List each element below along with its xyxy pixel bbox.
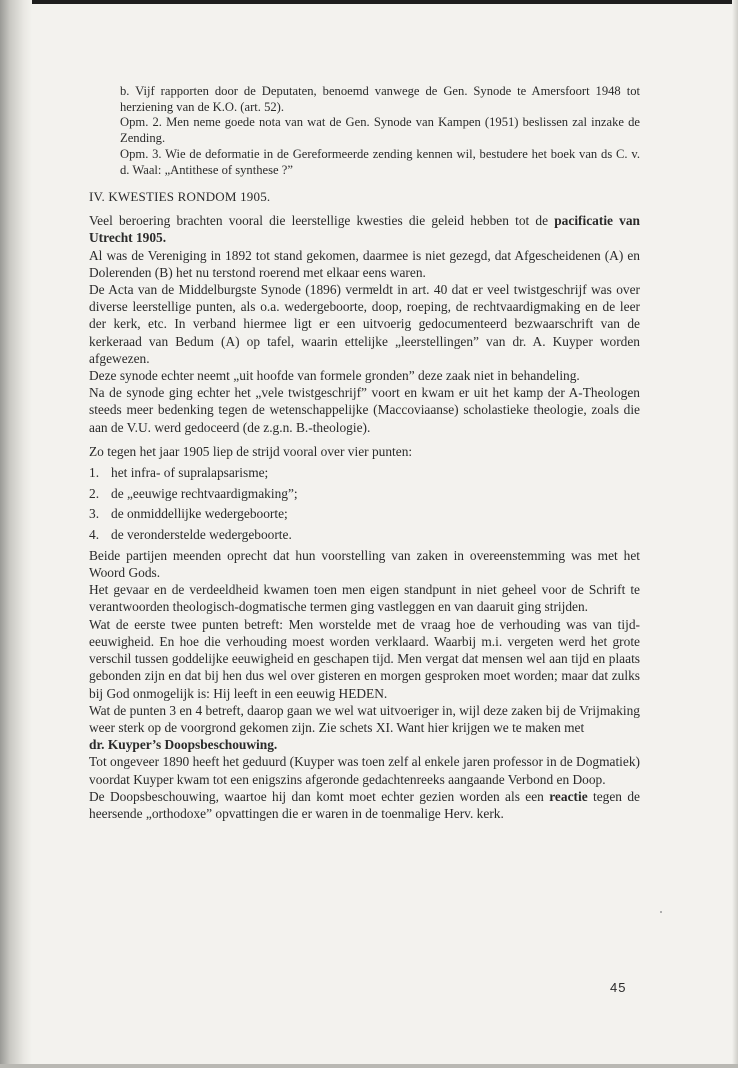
paragraph: Beide partijen meenden oprecht dat hun voorstelling van zaken in overeenstemming was met het Woord Gods. — [89, 547, 640, 581]
page-number: 45 — [610, 980, 627, 995]
list-item — [89, 464, 640, 481]
paragraph — [89, 212, 640, 246]
paragraph: De Acta van de Middelburgste Synode (1896) vermeldt in art. 40 dat er veel twistgeschrijf was over diverse leerstellige punten, als o.a. wedergeboorte, doop, roeping, de rechtvaardigmaking en de leer der kerk, etc. In verband hiermee ligt er een uitvoerig gedocumenteerd bezwaarschrift van de kerkeraad van Bedum (A) op tafel, waarin ettelijke „leerstellingen” van dr. A. Kuyper worden afgewezen. — [89, 282, 640, 366]
note-opm-3: Opm. 3. Wie de deformatie in de Gereformeerde zending kennen wil, bestudere het boek van ds C. v. d. Waal: „Antithese of synthese ?” — [120, 146, 640, 177]
list-number: 2. — [89, 485, 100, 501]
page-content — [89, 84, 640, 822]
paragraph-text: tegen de heersende „orthodoxe” opvattingen die er waren in de toenmalige Herv. kerk. — [89, 788, 640, 821]
list-item — [89, 485, 640, 502]
paragraph — [89, 788, 640, 822]
paragraph: Deze synode echter neemt „uit hoofde van formele gronden” deze zaak niet in behandeling. — [89, 368, 580, 384]
paragraph-text: Veel beroering brachten vooral die leerstellige kwesties die geleid hebben tot de — [89, 213, 555, 229]
list-number: 4. — [89, 527, 100, 543]
paragraph-text: De Doopsbeschouwing, waartoe hij dan komt moet echter gezien worden als een — [89, 788, 550, 804]
paragraph: Na de synode ging echter het „vele twistgeschrijf” voort en kwam er uit het kamp der A-Theologen steeds meer bedenking tegen de wetenschappelijke (Maccoviaanse) scholastieke theologie, zoals die aan de V.U. werd gedoceerd (de z.g.n. B.-theologie). — [89, 385, 640, 435]
section-heading: IV. KWESTIES RONDOM 1905. — [89, 189, 271, 205]
bold-word: reactie — [549, 788, 588, 804]
page-edge-right — [732, 0, 738, 1068]
page-binding-shadow — [0, 0, 32, 1068]
bold-phrase: pacificatie van Utrecht 1905. — [89, 213, 640, 246]
paragraph: Wat de punten 3 en 4 betreft, daarop gaan we wel wat uitvoeriger in, wijl deze zaken bij de Vrijmaking weer sterk op de voorgrond gekomen zijn. Zie schets XI. Want hier krijgen we te maken met — [89, 702, 640, 735]
paragraph: Het gevaar en de verdeeldheid kwamen toen men eigen standpunt in niet geheel voor de Schrift te verantwoorden theologisch-dogmatische termen ging vastleggen en van daaruit ging strijden. — [89, 582, 640, 615]
page-edge-top — [0, 0, 738, 4]
list-item — [89, 505, 640, 522]
note-b: b. Vijf rapporten door de Deputaten, benoemd vanwege de Gen. Synode te Amersfoort 1948 tot herziening van de K.O. (art. 52). — [120, 84, 640, 114]
list-number: 1. — [89, 465, 100, 481]
list-text: de „eeuwige rechtvaardigmaking”; — [111, 485, 298, 501]
numbered-list — [89, 464, 640, 543]
paragraph: Zo tegen het jaar 1905 liep de strijd vooral over vier punten: — [89, 443, 413, 459]
scan-speck — [660, 911, 662, 913]
list-text: de veronderstelde wedergeboorte. — [111, 527, 292, 543]
note-opm-2: Opm. 2. Men neme goede nota van wat de Gen. Synode van Kampen (1951) beslissen zal inzake de Zending. — [120, 115, 640, 146]
subheading: dr. Kuyper’s Doopsbeschouwing. — [89, 737, 278, 753]
list-number: 3. — [89, 506, 100, 522]
list-item — [89, 526, 640, 543]
paragraph: Wat de eerste twee punten betreft: Men worstelde met de vraag hoe de verhouding was van tijd-eeuwigheid. En hoe die verhouding moest worden verklaard. Waarbij m.i. vergeten werd het grote verschil tussen goddelijke eeuwigheid en geschapen tijd. Men vergat dat mensen wel aan tijd en plaats gebonden zijn en dat bij hen dus wel over gisteren en morgen gesproken moet worden; maar dat zulks bij God onmogelijk is: Hij leeft in een eeuwig HEDEN. — [89, 616, 640, 701]
list-text: de onmiddellijke wedergeboorte; — [111, 506, 288, 522]
paragraph: Tot ongeveer 1890 heeft het geduurd (Kuyper was toen zelf al enkele jaren professor in de Dogmatiek) voordat Kuyper kwam tot een enigszins afgeronde gedachtenreeks aangaande Verbond en Doop. — [89, 754, 640, 787]
body-text — [89, 212, 640, 822]
paragraph: Al was de Vereniging in 1892 tot stand gekomen, daarmee is niet gezegd, dat Afgescheidenen (A) en Dolerenden (B) het nu terstond roerend met elkaar eens waren. — [89, 247, 640, 280]
indented-notes — [89, 84, 640, 178]
list-text: het infra- of supralapsarisme; — [111, 465, 269, 481]
page-edge-bottom — [0, 1064, 738, 1068]
